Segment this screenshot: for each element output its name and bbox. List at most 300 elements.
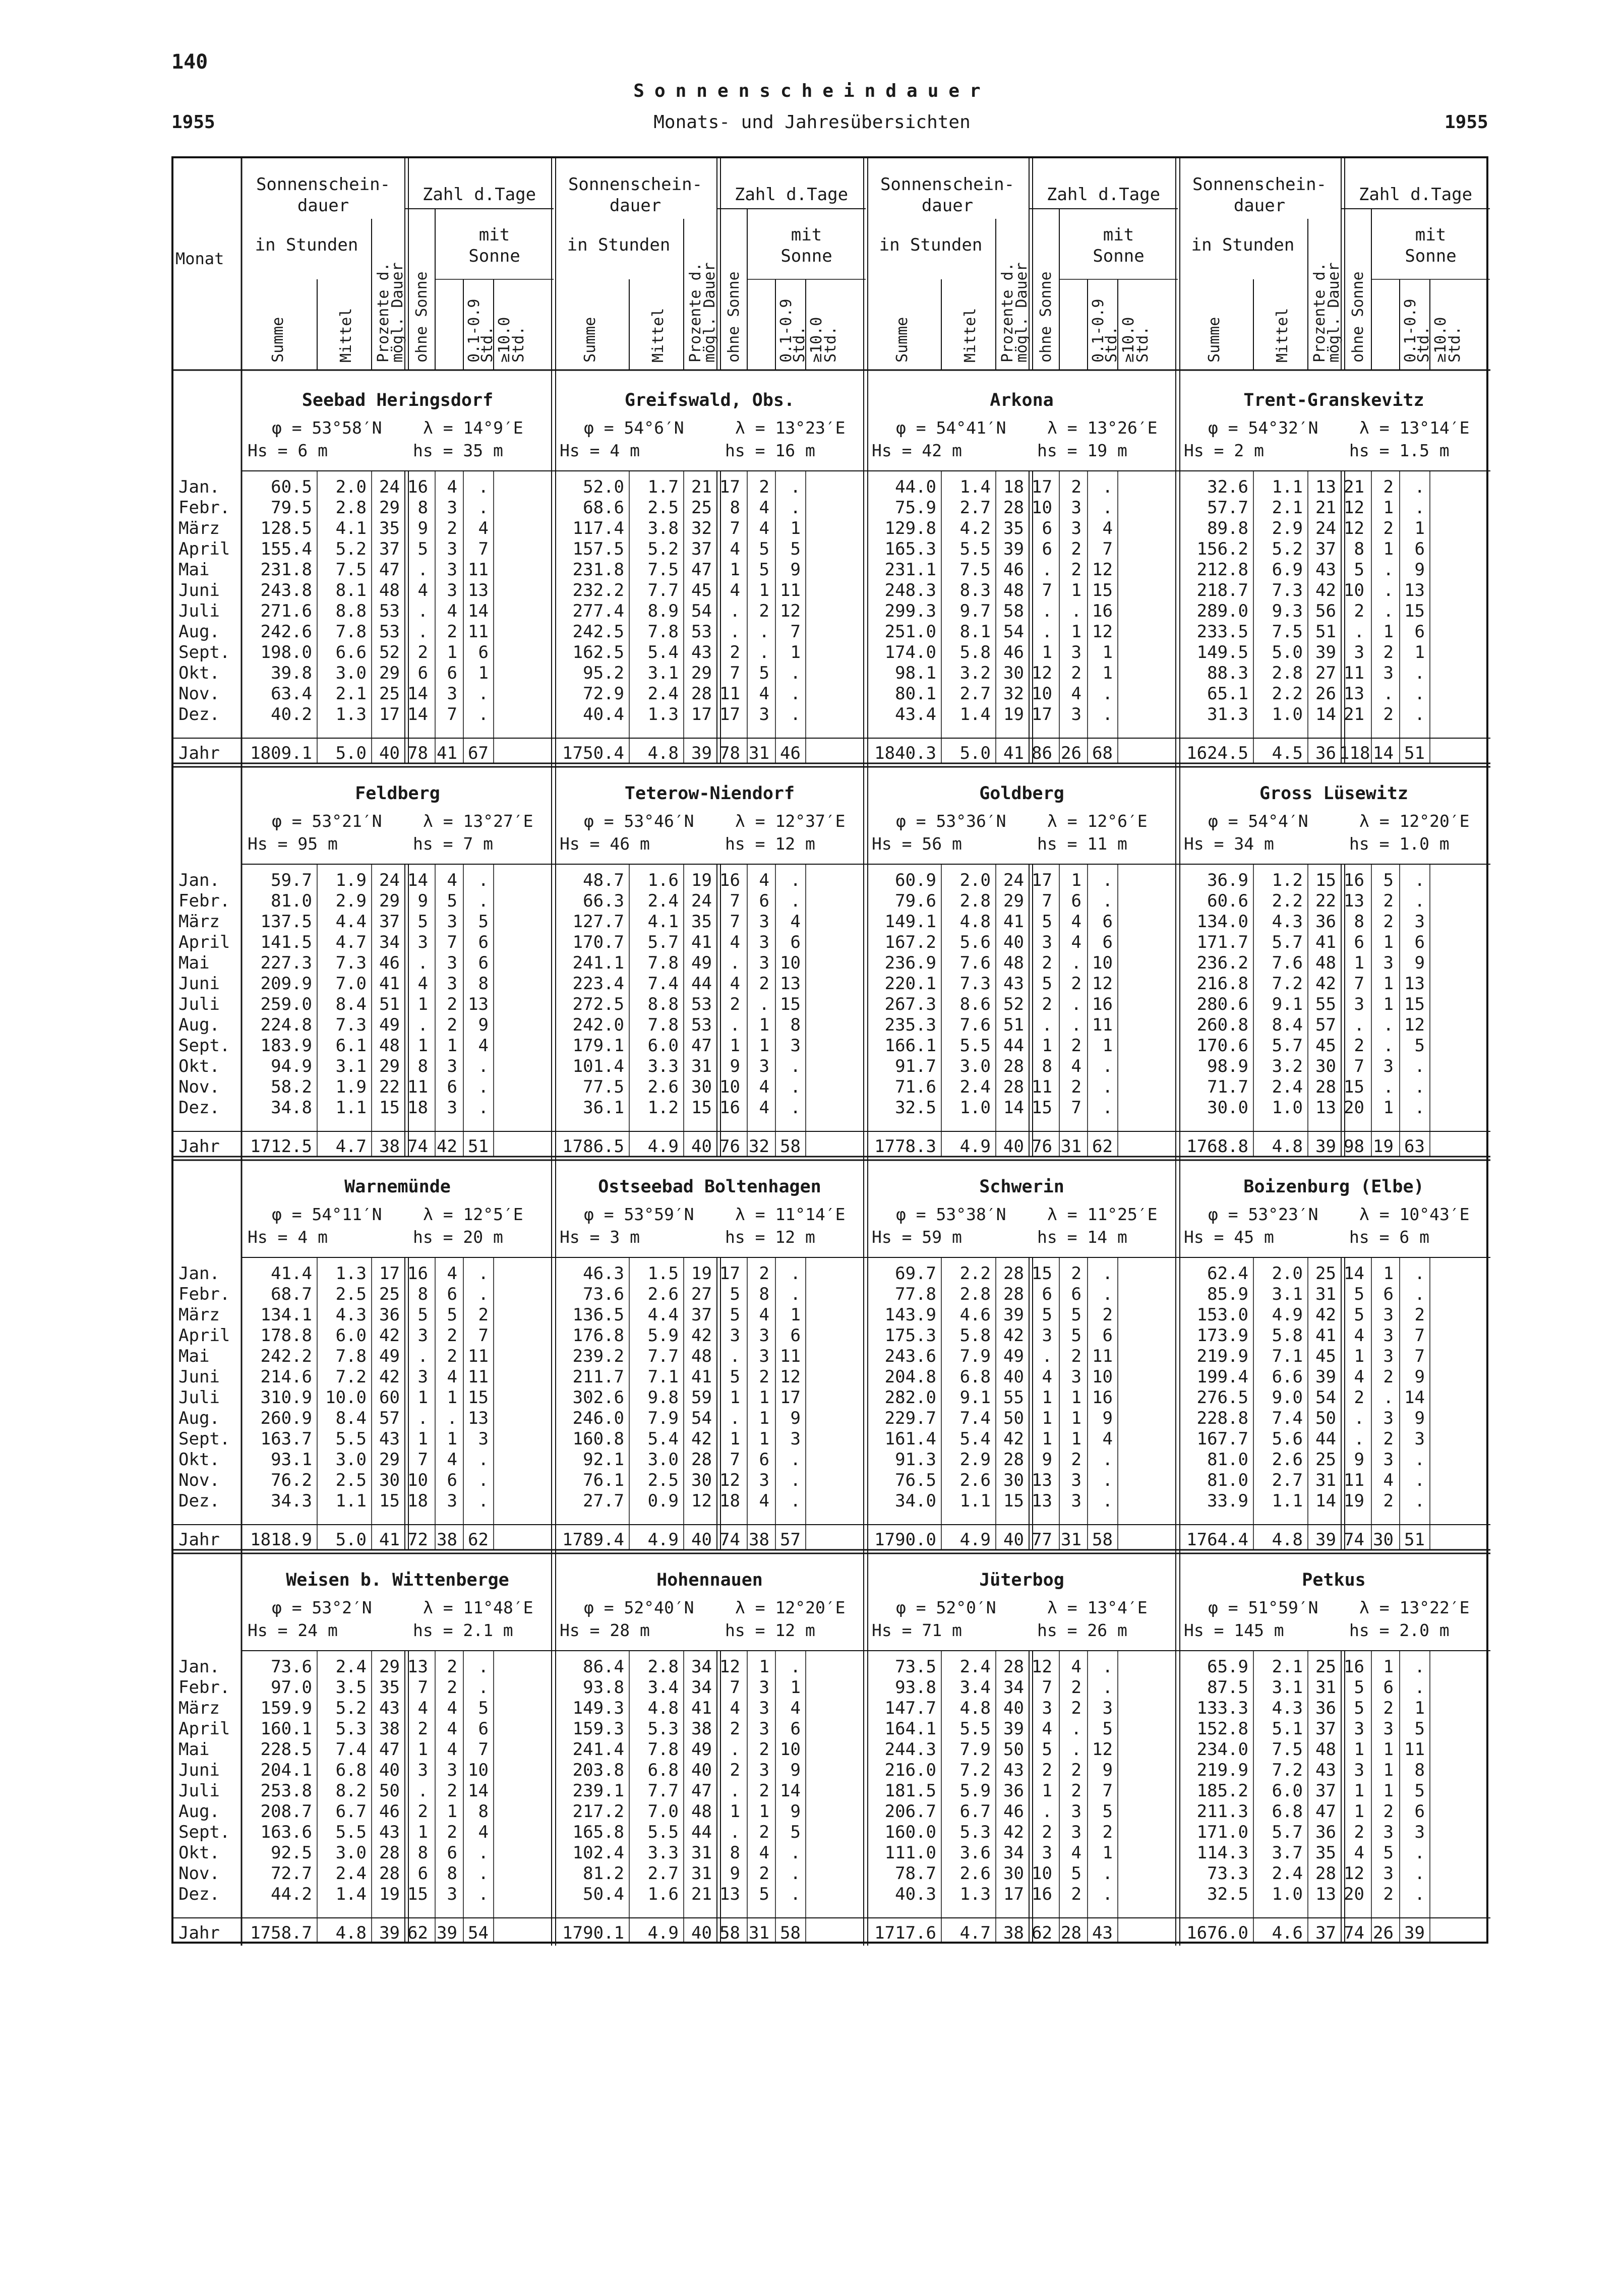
data-cell: 7.1 (1272, 1346, 1303, 1366)
header-in-stunden: in Stunden (879, 235, 983, 255)
station-latitude: φ = 53°21′N (272, 811, 382, 831)
data-cell: 9 (790, 1408, 801, 1428)
data-cell: 160.1 (260, 1719, 312, 1739)
data-cell: 37 (1315, 1719, 1336, 1739)
data-cell: 55 (1003, 1388, 1024, 1408)
station-height: Hs = 145 m (1184, 1620, 1284, 1640)
jahr-cell: 98 (1344, 1136, 1364, 1157)
sensor-height: hs = 12 m (725, 834, 815, 854)
month-label: Jan. (178, 870, 220, 890)
data-cell: 15 (379, 1098, 400, 1118)
data-cell: 11 (1032, 1077, 1052, 1097)
data-cell: 43 (1003, 1760, 1024, 1780)
data-cell: 206.7 (884, 1801, 936, 1822)
data-cell: 31 (1315, 1470, 1336, 1490)
data-cell: 2.8 (959, 891, 991, 911)
data-cell: . (759, 994, 769, 1014)
data-cell: 35 (1003, 518, 1024, 538)
month-label: Juni (178, 1367, 220, 1387)
month-label: Nov. (178, 1863, 220, 1884)
data-cell: 231.8 (572, 560, 624, 580)
station-height: Hs = 24 m (248, 1620, 338, 1640)
data-cell: 2 (1383, 642, 1394, 662)
data-cell: 7.2 (959, 1760, 991, 1780)
month-label: März (178, 1698, 220, 1718)
data-cell: 3 (447, 539, 457, 559)
data-cell: 129.8 (884, 518, 936, 538)
data-cell: 214.6 (260, 1367, 312, 1387)
data-cell: 18 (407, 1098, 428, 1118)
data-cell: 75.9 (895, 498, 936, 518)
data-cell: 3 (1071, 704, 1081, 725)
data-cell: 4 (1383, 1470, 1394, 1490)
data-cell: . (1071, 1739, 1081, 1760)
data-cell: 2.4 (335, 1863, 367, 1884)
data-cell: 2.1 (1272, 1657, 1303, 1677)
data-cell: 22 (379, 1077, 400, 1097)
data-cell: . (1383, 601, 1394, 621)
data-cell: 42 (1003, 1325, 1024, 1346)
data-cell: 11 (1092, 1346, 1113, 1366)
jahr-cell: 72 (407, 1530, 428, 1550)
data-cell: 30 (1003, 1470, 1024, 1490)
jahr-cell: 28 (1061, 1923, 1081, 1943)
data-cell: 185.2 (1196, 1781, 1248, 1801)
data-cell: 76.1 (583, 1470, 624, 1490)
data-cell: 29 (379, 498, 400, 518)
station-height: Hs = 34 m (1184, 834, 1274, 854)
data-cell: 167.7 (1196, 1429, 1248, 1449)
data-cell: 98.9 (1207, 1056, 1248, 1076)
data-cell: 2.7 (1272, 1470, 1303, 1490)
data-cell: 203.8 (572, 1760, 624, 1780)
data-cell: 4 (1071, 912, 1081, 932)
data-cell: 12 (780, 601, 801, 621)
jahr-cell: 1750.4 (562, 743, 624, 763)
data-cell: 5.7 (1272, 1822, 1303, 1842)
data-cell: 3 (1383, 1450, 1394, 1470)
month-label: Juni (178, 1760, 220, 1780)
data-cell: 5 (447, 891, 457, 911)
data-cell: 5.5 (959, 1719, 991, 1739)
data-cell: 39 (1315, 1367, 1336, 1387)
data-cell: 5.9 (959, 1781, 991, 1801)
station-longitude: λ = 13°22′E (1359, 1598, 1470, 1617)
data-cell: 88.3 (1207, 663, 1248, 683)
data-cell: 211.3 (1196, 1801, 1248, 1822)
data-cell: 87.5 (1207, 1677, 1248, 1698)
data-cell: 14 (407, 684, 428, 704)
data-cell: 43 (379, 1698, 400, 1718)
data-cell: 4 (417, 1698, 428, 1718)
station-longitude: λ = 14°9′E (423, 418, 523, 438)
month-label: Aug. (178, 622, 220, 642)
data-cell: 30 (1003, 1863, 1024, 1884)
data-cell: 53 (379, 622, 400, 642)
data-cell: 13 (1344, 891, 1364, 911)
month-label: März (178, 1305, 220, 1325)
data-cell: 3 (417, 1760, 428, 1780)
data-cell: . (478, 498, 489, 518)
data-cell: . (1383, 1077, 1394, 1097)
data-cell: 15 (468, 1388, 489, 1408)
data-cell: 6.8 (647, 1760, 679, 1780)
data-cell: 2 (759, 477, 769, 497)
data-cell: 4 (417, 580, 428, 600)
data-cell: 28 (1315, 1077, 1336, 1097)
data-cell: 52 (379, 642, 400, 662)
data-cell: . (1414, 477, 1425, 497)
data-cell: 9 (1042, 1450, 1052, 1470)
header-ge10: ≥10.0 (496, 317, 513, 363)
data-cell: 8.4 (335, 1408, 367, 1428)
data-cell: 137.5 (260, 912, 312, 932)
data-cell: 56 (1315, 601, 1336, 621)
data-cell: . (417, 1408, 428, 1428)
data-cell: 2.1 (1272, 498, 1303, 518)
header-std: Std. (1103, 326, 1120, 363)
data-cell: 4.7 (335, 932, 367, 952)
header-moegl-dauer: mögl. Dauer (389, 262, 406, 363)
data-cell: 2 (1102, 1822, 1113, 1842)
data-cell: 36 (1315, 1698, 1336, 1718)
data-cell: 7 (730, 663, 740, 683)
jahr-cell: 78 (407, 743, 428, 763)
data-cell: 251.0 (884, 622, 936, 642)
station-latitude: φ = 53°46′N (584, 811, 694, 831)
data-cell: . (1383, 560, 1394, 580)
data-cell: 141.5 (260, 932, 312, 952)
data-cell: . (1383, 1015, 1394, 1035)
data-cell: 78.7 (895, 1863, 936, 1884)
data-cell: 11 (468, 560, 489, 580)
data-cell: 2 (1071, 1698, 1081, 1718)
month-label: Mai (178, 1346, 210, 1366)
data-cell: 12 (1092, 974, 1113, 994)
data-cell: 1 (1354, 1801, 1364, 1822)
data-cell: . (790, 477, 801, 497)
data-cell: 79.6 (895, 891, 936, 911)
month-label: Aug. (178, 1801, 220, 1822)
data-cell: 15 (1344, 1077, 1364, 1097)
data-cell: 1 (1042, 1408, 1052, 1428)
data-cell: . (1414, 684, 1425, 704)
jahr-label: Jahr (178, 1136, 220, 1157)
data-cell: 4.1 (647, 912, 679, 932)
data-cell: 21 (1344, 704, 1364, 725)
data-cell: 7 (1102, 1781, 1113, 1801)
data-cell: 28 (1003, 1056, 1024, 1076)
data-cell: 5 (478, 912, 489, 932)
data-cell: 216.8 (1196, 974, 1248, 994)
data-cell: 7.7 (647, 580, 679, 600)
data-cell: 2 (759, 601, 769, 621)
header-monat: Monat (175, 249, 224, 268)
data-cell: . (1354, 1015, 1364, 1035)
data-cell: 37 (691, 1305, 712, 1325)
data-cell: 5 (417, 912, 428, 932)
data-cell: 6 (447, 663, 457, 683)
data-cell: 50 (1003, 1739, 1024, 1760)
jahr-cell: 51 (1404, 1530, 1425, 1550)
data-cell: . (478, 704, 489, 725)
data-cell: 48 (379, 1036, 400, 1056)
data-cell: 11 (1404, 1739, 1425, 1760)
data-cell: 1 (478, 663, 489, 683)
data-cell: . (447, 1408, 457, 1428)
data-cell: 6 (1042, 518, 1052, 538)
data-cell: 28 (1003, 1263, 1024, 1284)
data-cell: 3 (1042, 932, 1052, 952)
data-cell: . (790, 663, 801, 683)
data-cell: 165.8 (572, 1822, 624, 1842)
data-cell: . (1042, 560, 1052, 580)
data-cell: 16 (1344, 1657, 1364, 1677)
data-cell: 45 (1315, 1346, 1336, 1366)
sensor-height: hs = 7 m (413, 834, 493, 854)
data-cell: 1.4 (959, 704, 991, 725)
data-cell: 93.8 (583, 1677, 624, 1698)
data-cell: . (1102, 1077, 1113, 1097)
data-cell: 10 (407, 1470, 428, 1490)
data-cell: 1 (417, 1036, 428, 1056)
jahr-cell: 62 (407, 1923, 428, 1943)
data-cell: 3 (759, 1346, 769, 1366)
data-cell: 1.1 (1272, 1491, 1303, 1511)
data-cell: 2 (1071, 1677, 1081, 1698)
data-cell: 1.0 (1272, 1884, 1303, 1904)
data-cell: 9 (417, 891, 428, 911)
data-cell: 7.6 (959, 953, 991, 973)
data-cell: . (790, 1284, 801, 1304)
data-cell: 6 (790, 932, 801, 952)
data-cell: 1 (1383, 498, 1394, 518)
data-cell: 9.0 (1272, 1388, 1303, 1408)
data-cell: 11 (1344, 663, 1364, 683)
data-cell: 1 (759, 580, 769, 600)
jahr-cell: 5.0 (335, 1530, 367, 1550)
data-cell: 2 (447, 994, 457, 1014)
data-cell: 310.9 (260, 1388, 312, 1408)
data-cell: . (478, 1077, 489, 1097)
data-cell: 5.6 (959, 932, 991, 952)
data-cell: 11 (468, 1346, 489, 1366)
data-cell: 162.5 (572, 642, 624, 662)
month-label: Jan. (178, 1263, 220, 1284)
data-cell: 13 (468, 1408, 489, 1428)
data-cell: 2 (417, 1719, 428, 1739)
jahr-cell: 51 (468, 1136, 489, 1157)
data-cell: 1 (447, 1036, 457, 1056)
data-cell: . (790, 498, 801, 518)
data-cell: 2.8 (1272, 663, 1303, 683)
data-cell: 8 (759, 1284, 769, 1304)
data-cell: 3 (790, 1036, 801, 1056)
data-cell: 7.7 (647, 1346, 679, 1366)
data-cell: 25 (379, 684, 400, 704)
data-cell: 46 (1003, 560, 1024, 580)
data-cell: 24 (1315, 518, 1336, 538)
data-cell: 6 (447, 1284, 457, 1304)
data-cell: 27 (691, 1284, 712, 1304)
sensor-height: hs = 35 m (413, 441, 503, 460)
data-cell: 5.6 (1272, 1429, 1303, 1449)
data-cell: . (478, 1491, 489, 1511)
data-cell: 2 (1383, 1801, 1394, 1822)
data-cell: 134.0 (1196, 912, 1248, 932)
data-cell: 14 (1003, 1098, 1024, 1118)
data-cell: 31 (691, 1863, 712, 1884)
jahr-cell: 38 (1003, 1923, 1024, 1943)
data-cell: 4 (759, 498, 769, 518)
data-cell: 2 (447, 622, 457, 642)
data-cell: 27 (1315, 663, 1336, 683)
header-prozente: Prozente d. (999, 262, 1016, 363)
data-cell: 4 (1071, 1843, 1081, 1863)
data-cell: 17 (719, 1263, 740, 1284)
header-sonnenschein: Sonnenschein- (1192, 174, 1327, 195)
data-cell: 6 (1354, 932, 1364, 952)
jahr-cell: 1778.3 (874, 1136, 936, 1157)
data-cell: 7.1 (647, 1367, 679, 1387)
data-cell: 20 (1344, 1098, 1364, 1118)
data-cell: 7 (730, 518, 740, 538)
data-cell: 9.1 (959, 1388, 991, 1408)
data-cell: 1 (447, 1388, 457, 1408)
data-cell: 19 (1003, 704, 1024, 725)
month-label: Dez. (178, 704, 220, 725)
jahr-cell: 41 (1003, 743, 1024, 763)
data-cell: . (730, 1346, 740, 1366)
data-cell: 2.8 (647, 1657, 679, 1677)
header-summe: Summe (269, 317, 287, 363)
data-cell: 28 (1315, 1863, 1336, 1884)
data-cell: 7 (1354, 1056, 1364, 1076)
data-cell: 41 (691, 1698, 712, 1718)
data-cell: 13 (1404, 974, 1425, 994)
data-cell: 13 (1344, 684, 1364, 704)
header-std: Std. (1415, 326, 1432, 363)
data-cell: 4.3 (1272, 912, 1303, 932)
data-cell: 2.6 (1272, 1450, 1303, 1470)
data-cell: 15 (1032, 1263, 1052, 1284)
jahr-cell: 43 (1092, 1923, 1113, 1943)
header-mit: mit (1415, 225, 1447, 245)
data-cell: 43 (1315, 560, 1336, 580)
data-cell: 3 (447, 953, 457, 973)
header-sonne: Sonne (1093, 246, 1145, 266)
month-label: Dez. (178, 1491, 220, 1511)
data-cell: 4 (759, 1491, 769, 1511)
data-cell: 7.2 (1272, 974, 1303, 994)
data-cell: 2.4 (959, 1657, 991, 1677)
data-cell: 9 (1354, 1450, 1364, 1470)
data-cell: 2.7 (959, 684, 991, 704)
data-cell: 4.6 (959, 1305, 991, 1325)
data-cell: 8 (417, 1843, 428, 1863)
header-mittel: Mittel (1274, 308, 1291, 363)
month-label: Febr. (178, 1284, 230, 1304)
data-cell: . (730, 1739, 740, 1760)
data-cell: 3 (1354, 1760, 1364, 1780)
data-cell: 37 (379, 912, 400, 932)
data-cell: . (730, 953, 740, 973)
data-cell: 12 (691, 1491, 712, 1511)
data-cell: 65.1 (1207, 684, 1248, 704)
data-cell: 147.7 (884, 1698, 936, 1718)
data-cell: 93.8 (895, 1677, 936, 1698)
data-cell: 4.4 (335, 912, 367, 932)
data-cell: 47 (379, 560, 400, 580)
data-cell: 175.3 (884, 1325, 936, 1346)
data-cell: 3 (1383, 1305, 1394, 1325)
data-cell: 5 (1042, 912, 1052, 932)
data-cell: 2 (1354, 601, 1364, 621)
data-cell: 260.9 (260, 1408, 312, 1428)
data-cell: . (478, 1056, 489, 1076)
data-cell: 1 (759, 1657, 769, 1677)
jahr-cell: 1712.5 (250, 1136, 312, 1157)
data-cell: 6 (417, 663, 428, 683)
data-cell: 2.0 (335, 477, 367, 497)
station-height: Hs = 4 m (560, 441, 640, 460)
data-cell: 1 (730, 1388, 740, 1408)
data-cell: 6 (1414, 1801, 1425, 1822)
data-cell: 2 (1354, 1036, 1364, 1056)
data-cell: 6.0 (1272, 1781, 1303, 1801)
data-cell: . (730, 1781, 740, 1801)
data-cell: 3.0 (335, 1843, 367, 1863)
data-cell: 2 (1383, 1698, 1394, 1718)
data-cell: 2.8 (959, 1284, 991, 1304)
jahr-cell: 58 (780, 1923, 801, 1943)
data-cell: 7.0 (647, 1801, 679, 1822)
data-cell: 2.6 (647, 1077, 679, 1097)
data-cell: 3.0 (647, 1450, 679, 1470)
station-height: Hs = 2 m (1184, 441, 1264, 460)
data-cell: 289.0 (1196, 601, 1248, 621)
data-cell: 4.3 (1272, 1698, 1303, 1718)
data-cell: . (1102, 1677, 1113, 1698)
data-cell: 6.6 (1272, 1367, 1303, 1387)
data-cell: 5.5 (959, 539, 991, 559)
jahr-cell: 1809.1 (250, 743, 312, 763)
data-cell: 4 (478, 518, 489, 538)
data-cell: 1 (1383, 1781, 1394, 1801)
data-cell: 267.3 (884, 994, 936, 1014)
data-cell: 15 (379, 1491, 400, 1511)
header-01-09: 0.1-0.9 (465, 298, 483, 363)
data-cell: . (790, 1863, 801, 1884)
data-cell: . (1102, 1263, 1113, 1284)
data-cell: 1 (1354, 1739, 1364, 1760)
data-cell: 37 (1315, 1781, 1336, 1801)
data-cell: 28 (1003, 1284, 1024, 1304)
data-cell: 2 (730, 642, 740, 662)
station-latitude: φ = 53°36′N (896, 811, 1006, 831)
data-cell: 32 (1003, 684, 1024, 704)
data-cell: 42 (379, 1367, 400, 1387)
sensor-height: hs = 1.0 m (1349, 834, 1450, 854)
month-label: März (178, 912, 220, 932)
data-cell: 47 (1315, 1801, 1336, 1822)
data-cell: 71.6 (895, 1077, 936, 1097)
data-cell: 8.4 (1272, 1015, 1303, 1035)
sensor-height: hs = 14 m (1037, 1227, 1127, 1247)
data-cell: 1 (1354, 1346, 1364, 1366)
data-cell: 5 (1383, 1843, 1394, 1863)
data-cell: 40 (1003, 1367, 1024, 1387)
